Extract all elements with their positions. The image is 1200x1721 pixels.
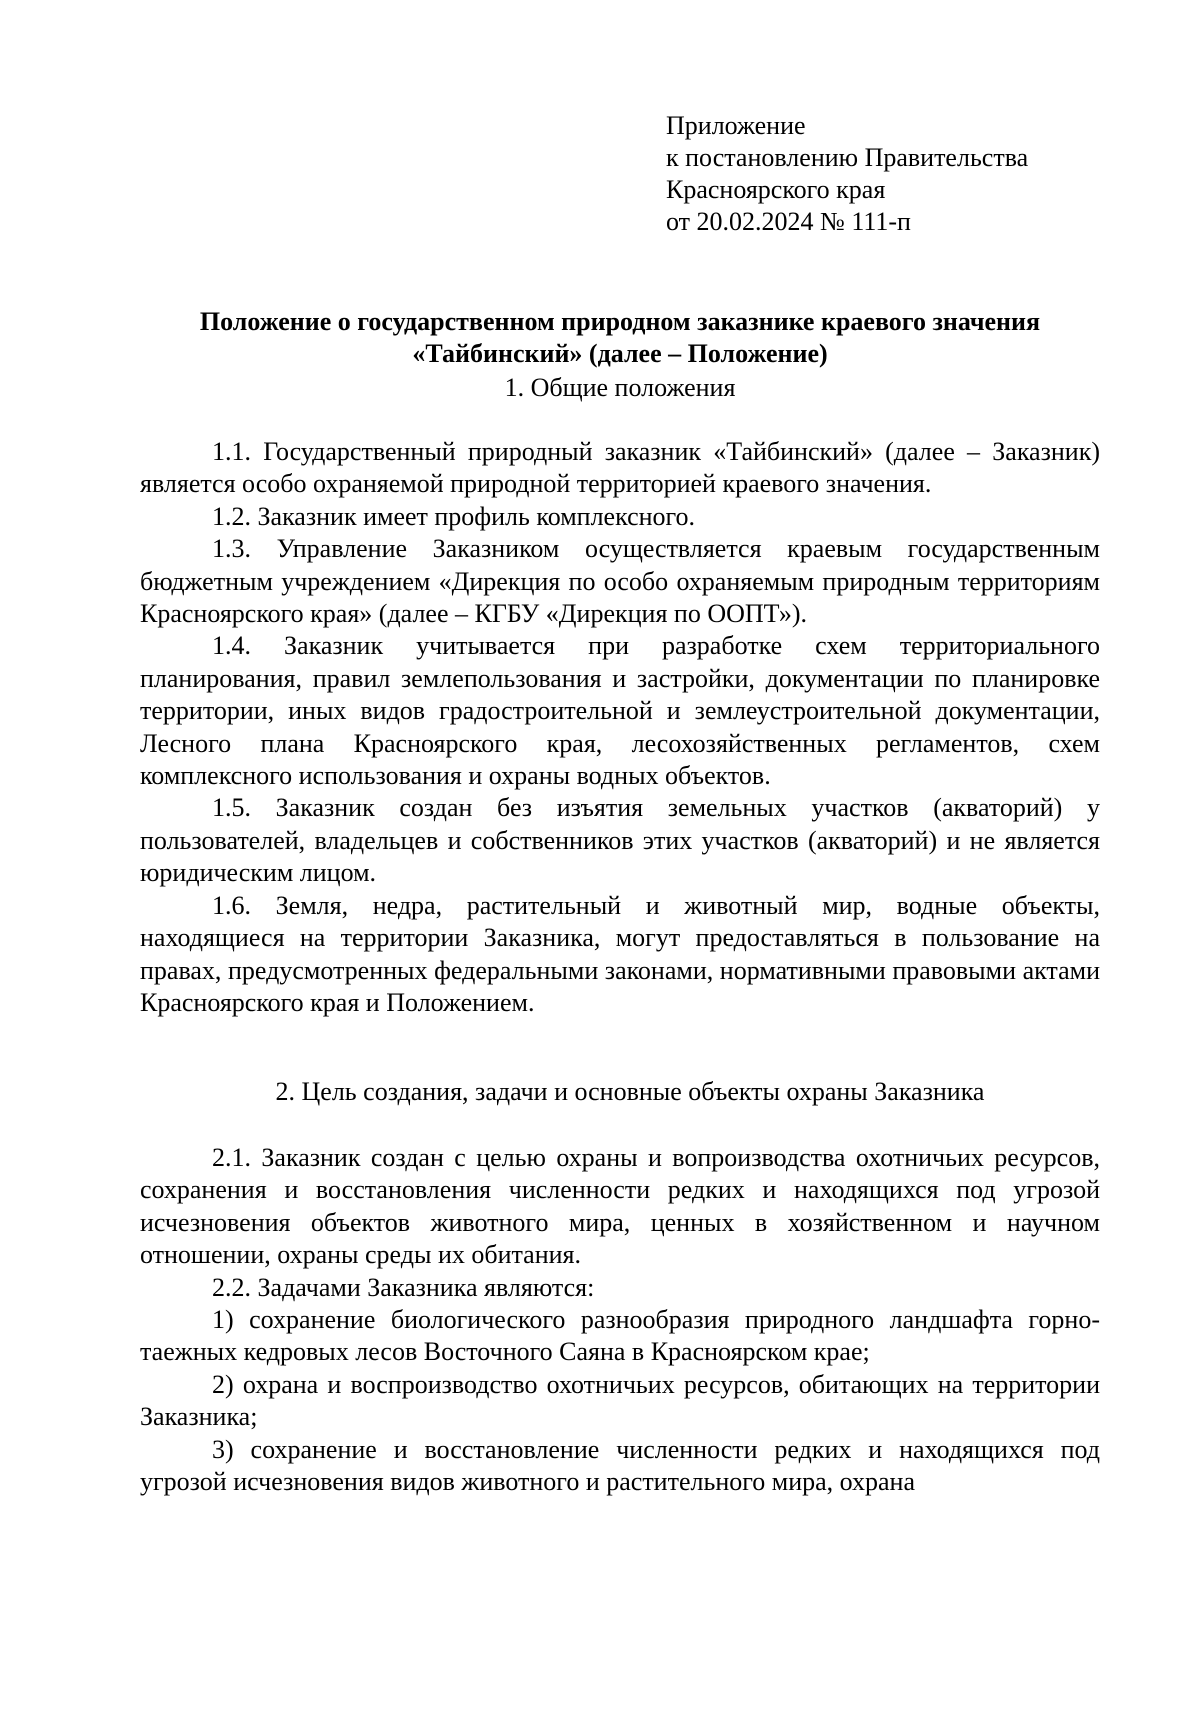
paragraph: 1.5. Заказник создан без изъятия земельных участков (акваторий) у пользователей, владельцев и собственников этих участков (акваторий) и не является юридическим лицом. xyxy=(140,793,1100,888)
list-item: 3) сохранение и восстановление численности редких и находящихся под угрозой исчезновения видов животного и растительного мира, охрана xyxy=(140,1434,1100,1497)
paragraph: 1.4. Заказник учитывается при разработке схем территориального планирования, правил землепользования и застройки, документации по планировке территории, иных видов градостроительной и землеустроительной документации, Лесного плана Красноярского края, лесохозяйственных регламентов, схем комплексного использования и охраны водных объектов. xyxy=(140,631,1100,791)
appendix-line: Приложение xyxy=(666,111,806,140)
paragraph: 2.2. Задачами Заказника являются: xyxy=(212,1272,595,1302)
appendix-line: Красноярского края xyxy=(666,175,886,204)
section-general-body xyxy=(140,436,1100,1019)
paragraph: 2.1. Заказник создан с целью охраны и вопроизводства охотничьих ресурсов, сохранения и восстановления численности редких и находящихся под угрозой исчезновения объектов животного мира, ценных в хозяйственном и научном отношении, охраны среды их обитания. xyxy=(140,1143,1100,1270)
paragraph: 1.2. Заказник имеет профиль комплексного. xyxy=(212,501,696,531)
title-line: «Тайбинский» (далее – Положение) xyxy=(412,339,828,368)
section-heading-general: 1. Общие положения xyxy=(504,373,736,402)
paragraph: 1.1. Государственный природный заказник «Тайбинский» (далее – Заказник) является особо охраняемой природной территорией краевого значения. xyxy=(140,437,1100,499)
section-heading-goals: 2. Цель создания, задачи и основные объекты охраны Заказника xyxy=(275,1077,985,1106)
section-goals-body xyxy=(140,1142,1100,1498)
paragraph: 1.3. Управление Заказником осуществляется краевым государственным бюджетным учреждением «Дирекция по особо охраняемым природным территориям Красноярского края» (далее – КГБУ «Дирекция по ООПТ»). xyxy=(140,534,1100,629)
title-line: Положение о государственном природном заказнике краевого значения xyxy=(199,307,1041,336)
appendix-date-line: от 20.02.2024 № 111-п xyxy=(666,207,911,236)
document-title xyxy=(140,306,1100,370)
list-item: 2) охрана и воспроизводство охотничьих ресурсов, обитающих на территории Заказника; xyxy=(140,1369,1100,1432)
appendix-line: к постановлению Правительства xyxy=(666,143,1029,172)
list-item: 1) сохранение биологического разнообразия природного ландшафта горно-таежных кедровых лесов Восточного Саяна в Красноярском крае; xyxy=(140,1305,1100,1367)
appendix-block xyxy=(666,110,1028,238)
paragraph: 1.6. Земля, недра, растительный и животный мир, водные объекты, находящиеся на территории Заказника, могут предоставляться в пользование на правах, предусмотренных федеральными законами, нормативными правовыми актами Красноярского края и Положением. xyxy=(140,890,1100,1017)
